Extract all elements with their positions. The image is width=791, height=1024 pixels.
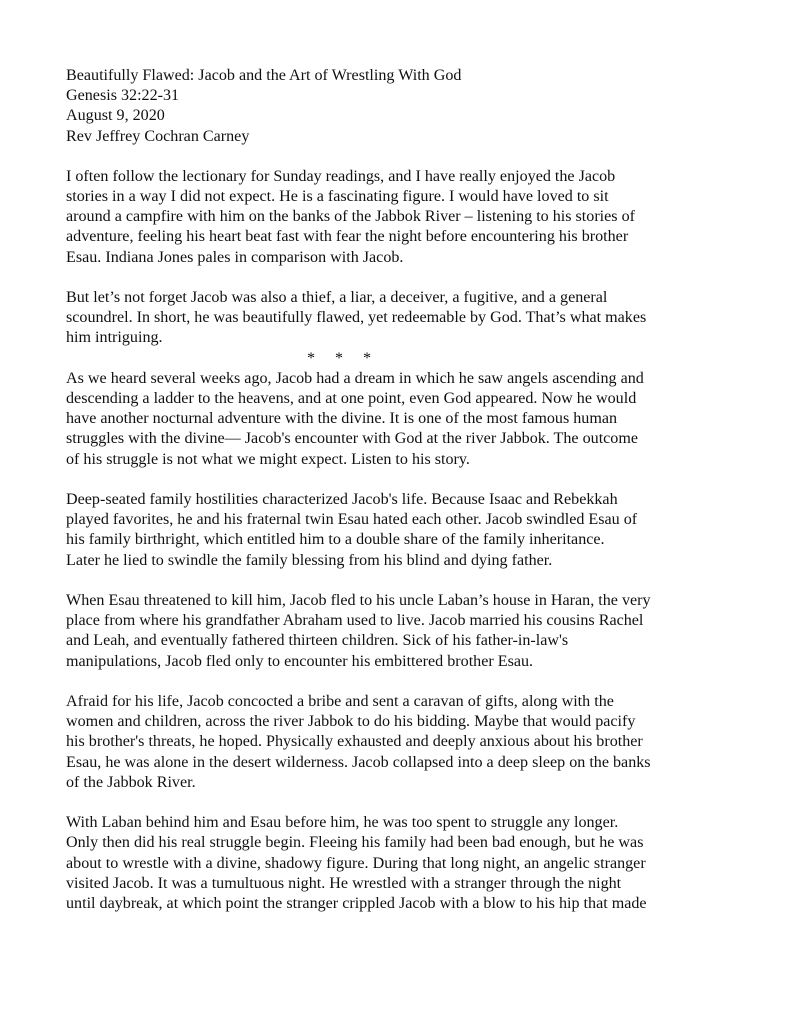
text-line: Esau, he was alone in the desert wilderness. Jacob collapsed into a deep sleep on the banks — [66, 753, 651, 771]
text-line: visited Jacob. It was a tumultuous night. He wrestled with a stranger through the night — [66, 874, 622, 892]
text-line: him intriguing. — [66, 329, 163, 347]
text-line: struggles with the divine— Jacob's encounter with God at the river Jabbok. The outcome — [66, 430, 639, 448]
text-line: When Esau threatened to kill him, Jacob fled to his uncle Laban’s house in Haran, the very — [66, 592, 651, 610]
text-line: about to wrestle with a divine, shadowy figure. During that long night, an angelic stranger — [66, 854, 646, 872]
text-line: I often follow the lectionary for Sunday readings, and I have really enjoyed the Jacob — [66, 167, 616, 185]
text-line: Only then did his real struggle begin. Fleeing his family had been bad enough, but he was — [66, 834, 644, 852]
paragraph-3 — [66, 369, 751, 470]
section-divider — [66, 349, 751, 369]
text-line: stories in a way I did not expect. He is a fascinating figure. I would have loved to sit — [66, 188, 609, 206]
text-line: around a campfire with him on the banks of the Jabbok River – listening to his stories of — [66, 208, 635, 226]
text-line: descending a ladder to the heavens, and at one point, even God appeared. Now he would — [66, 390, 637, 408]
text-line: Deep-seated family hostilities characterized Jacob's life. Because Isaac and Rebekkah — [66, 491, 618, 509]
text-line: adventure, feeling his heart beat fast with fear the night before encountering his brother — [66, 228, 629, 246]
sermon-header — [66, 66, 751, 147]
paragraph-2 — [66, 288, 751, 349]
paragraph-4 — [66, 490, 751, 571]
text-line: place from where his grandfather Abraham used to live. Jacob married his cousins Rachel — [66, 612, 644, 630]
text-line: played favorites, he and his fraternal twin Esau hated each other. Jacob swindled Esau of — [66, 511, 638, 529]
text-line: Afraid for his life, Jacob concocted a bribe and sent a caravan of gifts, along with the — [66, 693, 614, 711]
text-line: his family birthright, which entitled him to a double share of the family inheritance. — [66, 531, 605, 549]
scripture-reference: Genesis 32:22-31 — [66, 87, 180, 105]
author-name: Rev Jeffrey Cochran Carney — [66, 127, 250, 145]
asterisk: * — [307, 349, 316, 367]
asterisk: * — [363, 349, 372, 367]
text-line: Later he lied to swindle the family blessing from his blind and dying father. — [66, 551, 553, 569]
paragraph-7 — [66, 813, 751, 914]
text-line: manipulations, Jacob fled only to encounter his embittered brother Esau. — [66, 652, 534, 670]
paragraph-6 — [66, 692, 751, 793]
asterisk: * — [335, 349, 344, 367]
sermon-title: Beautifully Flawed: Jacob and the Art of Wrestling With God — [66, 67, 462, 84]
sermon-date: August 9, 2020 — [66, 107, 165, 125]
text-line: With Laban behind him and Esau before him, he was too spent to struggle any longer. — [66, 814, 619, 832]
text-line: his brother's threats, he hoped. Physically exhausted and deeply anxious about his brother — [66, 733, 643, 751]
text-line: women and children, across the river Jabbok to do his bidding. Maybe that would pacify — [66, 713, 636, 731]
text-line: of his struggle is not what we might expect. Listen to his story. — [66, 450, 470, 468]
paragraph-5 — [66, 591, 751, 672]
text-line: As we heard several weeks ago, Jacob had a dream in which he saw angels ascending and — [66, 369, 644, 387]
paragraph-1 — [66, 167, 751, 268]
text-line: have another nocturnal adventure with the divine. It is one of the most famous human — [66, 410, 618, 428]
text-line: of the Jabbok River. — [66, 773, 196, 791]
text-line: Esau. Indiana Jones pales in comparison with Jacob. — [66, 248, 404, 266]
text-line: But let’s not forget Jacob was also a thief, a liar, a deceiver, a fugitive, and a general — [66, 289, 608, 307]
text-line: until daybreak, at which point the stranger crippled Jacob with a blow to his hip that made — [66, 895, 647, 913]
text-line: and Leah, and eventually fathered thirteen children. Sick of his father-in-law's — [66, 632, 569, 650]
text-line: scoundrel. In short, he was beautifully flawed, yet redeemable by God. That’s what makes — [66, 309, 647, 327]
